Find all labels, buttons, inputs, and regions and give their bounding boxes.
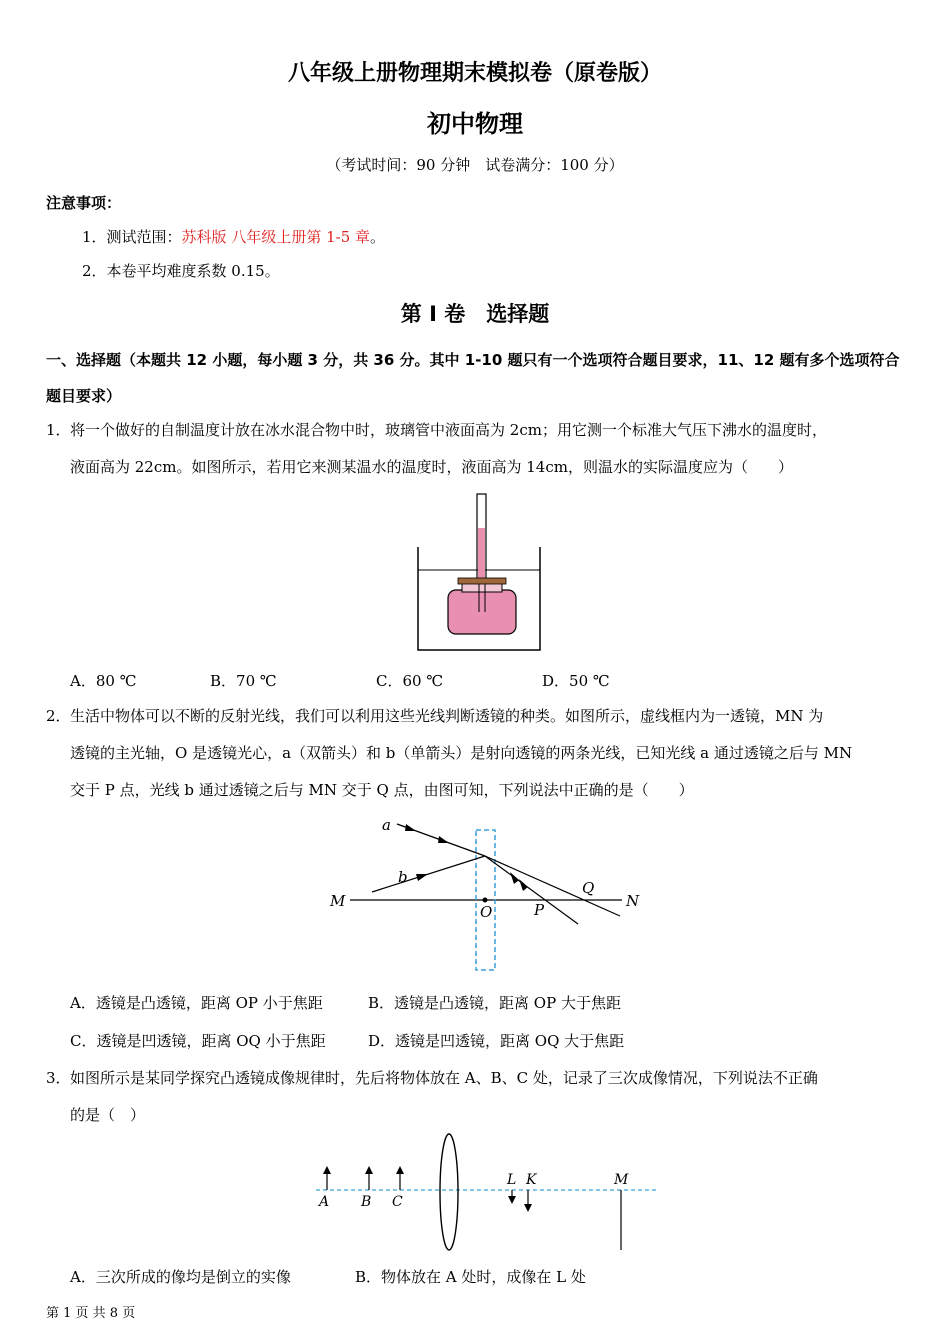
label-A: A (319, 1194, 330, 1210)
label-M3: M (614, 1172, 629, 1188)
label-C: C (392, 1194, 403, 1210)
exam-info: （考试时间：90 分钟 试卷满分：100 分） (326, 156, 624, 174)
notice-heading: 注意事项： (46, 194, 122, 212)
label-P: P (534, 901, 545, 919)
q2-option-d[interactable]: D．透镜是凹透镜，距离 OQ 大于焦距 (368, 1032, 625, 1050)
section-title: 第 I 卷 选择题 (400, 302, 550, 326)
notice-item-1-suffix: 。 (370, 228, 386, 246)
q1-option-c[interactable]: C．60 ℃ (376, 672, 444, 690)
page-footer: 第 1 页 共 8 页 (46, 1306, 136, 1321)
label-B: B (361, 1194, 372, 1210)
q1-option-d[interactable]: D．50 ℃ (542, 672, 610, 690)
label-N: N (626, 892, 640, 910)
label-L: L (507, 1172, 517, 1188)
test-scope-highlight: 苏科版 八年级上册第 1-5 章 (181, 228, 371, 246)
question-text-line: 生活中物体可以不断的反射光线，我们可以利用这些光线判断透镜的种类。如图所示，虚线框内为一透镜，MN 为 (70, 707, 824, 725)
part-heading: 一、选择题（本题共 12 小题，每小题 3 分，共 36 分。其中 1-10 题只有一个选项符合题目要求，11、12 题有多个选项符合题目要求） (46, 351, 900, 405)
question-text-line: 透镜的主光轴，O 是透镜光心，a（双箭头）和 b（单箭头）是射向透镜的两条光线，已知光线 a 通过透镜之后与 MN (70, 744, 853, 762)
label-O: O (480, 903, 493, 921)
q3-option-b[interactable]: B．物体放在 A 处时，成像在 L 处 (355, 1268, 586, 1286)
label-M: M (330, 892, 346, 910)
q1-option-a[interactable]: A．80 ℃ (70, 672, 137, 690)
label-b: b (398, 868, 408, 886)
question-text-line: 如图所示是某同学探究凸透镜成像规律时，先后将物体放在 A、B、C 处，记录了三次成像情况，下列说法不正确 (70, 1069, 818, 1087)
label-K: K (526, 1172, 537, 1188)
label-Q: Q (582, 879, 595, 897)
q3-option-a[interactable]: A．三次所成的像均是倒立的实像 (70, 1268, 291, 1286)
question-text-line: 液面高为 22cm。如图所示，若用它来测某温水的温度时，液面高为 14cm，则温水的实际温度应为（ ） (70, 458, 793, 476)
q2-option-a[interactable]: A．透镜是凸透镜，距离 OP 小于焦距 (70, 994, 323, 1012)
notice-item-2: 2．本卷平均难度系数 0.15。 (82, 262, 280, 280)
question-text-line: 的是（ ） (70, 1106, 146, 1124)
label-a: a (382, 816, 391, 834)
question-number: 1． (46, 421, 71, 439)
question-text-line: 交于 P 点，光线 b 通过透镜之后与 MN 交于 Q 点，由图可知，下列说法中正确的是（ ） (70, 781, 694, 799)
document-subtitle: 初中物理 (427, 110, 523, 138)
question-number: 3． (46, 1069, 71, 1087)
document-title: 八年级上册物理期末模拟卷（原卷版） (287, 61, 662, 86)
question-text-line: 将一个做好的自制温度计放在冰水混合物中时，玻璃管中液面高为 2cm；用它测一个标准大气压下沸水的温度时， (70, 421, 827, 439)
q1-option-b[interactable]: B．70 ℃ (210, 672, 277, 690)
convex-lens (440, 1134, 458, 1250)
q2-option-b[interactable]: B．透镜是凸透镜，距离 OP 大于焦距 (368, 994, 621, 1012)
question-number: 2． (46, 707, 71, 725)
notice-item-1-prefix: 1．测试范围： (82, 228, 182, 246)
q2-option-c[interactable]: C．透镜是凹透镜，距离 OQ 小于焦距 (70, 1032, 326, 1050)
